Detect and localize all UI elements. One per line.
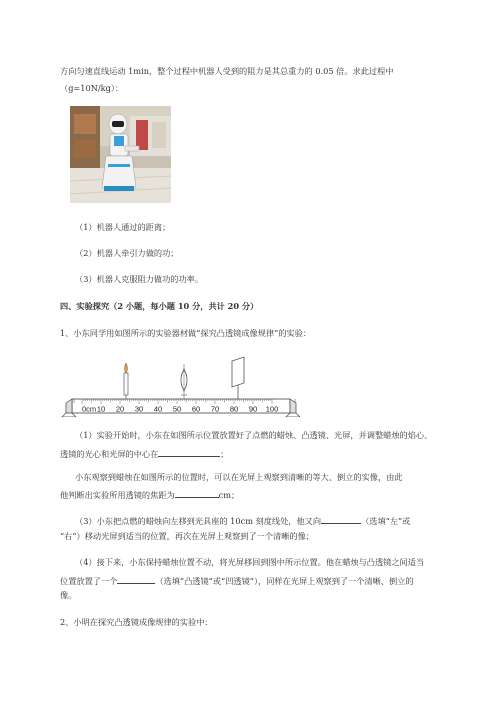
ruler-tick-label: 80 — [229, 404, 239, 414]
q1-part3-line1 — [75, 514, 410, 527]
q1-part1-line2 — [60, 447, 228, 460]
q1-part1-line1: （1）实验开始时，小东在如图所示位置放置好了点燃的蜡烛、凸透镜、光屏，并调整蜡烛的焰心、 — [75, 430, 433, 440]
ruler-bench — [62, 399, 300, 417]
answer-blank-2[interactable] — [175, 488, 219, 498]
q1-part2-line1 — [75, 472, 403, 483]
convex-lens-icon — [181, 364, 187, 399]
ruler-tick-label: 30 — [134, 404, 144, 414]
section-title: 四、实验探究（2 小题，每小题 10 分，共计 20 分） — [60, 301, 259, 311]
answer-blank-1[interactable] — [158, 447, 220, 457]
robot-photo — [70, 106, 171, 203]
q1-part1-end: ； — [220, 449, 229, 459]
q1-part3-line2: “右”）移动光屏到适当的位置，再次在光屏上观察到了一个清晰的像； — [60, 531, 314, 541]
question-2: （2）机器人牵引力做的功； — [75, 248, 179, 258]
q1-part2-text-b: 他判断出实验所用透镜的焦距为 — [60, 490, 175, 500]
q1-stem: 1、小东同学用如图所示的实验器材做“探究凸透镜成像规律”的实验： — [60, 328, 312, 338]
ruler-tick-label: 70 — [210, 404, 220, 414]
ruler-tick-label: 100 — [265, 404, 279, 414]
q1-part4-choice: （选填“凸透镜”或“凹透镜”），同样在光屏上观察到了一个清晰、倒立的 — [155, 576, 414, 586]
intro-line-2: （g=10N/kg）： — [60, 83, 124, 93]
q1-part4-line3: 像。 — [60, 590, 77, 600]
q1-part1-text: 透镜的光心和光屏的中心在 — [60, 449, 159, 459]
ruler-tick-label: 10 — [96, 404, 106, 414]
q1-part2-unit: cm； — [218, 490, 240, 500]
question-1: （1）机器人通过的距离； — [75, 222, 171, 232]
light-screen-icon — [232, 357, 244, 399]
q1-part4-text: 位置放置了一个 — [60, 576, 118, 586]
answer-blank-4[interactable] — [117, 574, 155, 584]
q1-part2-text: 小东观察到蜡烛在如图所示的位置时，可以在光屏上观察到清晰的等大、倒立的实像，由此 — [75, 472, 403, 482]
question-3: （3）机器人克服阻力做功的功率。 — [75, 274, 204, 284]
q1-part4-line2 — [60, 574, 414, 587]
q2-stem: 2、小明在探究凸透镜成像规律的实验中： — [60, 617, 213, 627]
ruler-tick-label: 60 — [191, 404, 201, 414]
ruler-tick-label: 20 — [115, 404, 125, 414]
ruler-tick-label: 40 — [153, 404, 163, 414]
answer-blank-3[interactable] — [321, 514, 361, 524]
ruler-tick-label: 90 — [248, 404, 258, 414]
optical-bench-figure — [60, 355, 300, 421]
ruler-tick-label: 0cm — [82, 404, 97, 414]
ruler-tick-label: 50 — [172, 404, 182, 414]
q1-part3-text: （3）小东把点燃的蜡烛向左移到光具座的 10cm 刻度线处，他又向 — [75, 516, 322, 526]
intro-line-1: 方向匀速直线运动 1min，整个过程中机器人受到的阻力是其总重力的 0.05 倍。求此过程中 — [60, 66, 394, 76]
q1-part3-choice: （选填“左”或 — [361, 516, 411, 526]
candle-icon — [124, 363, 128, 399]
q1-part2-line2 — [60, 488, 239, 501]
q1-part4-line1: （4）接下来，小东保持蜡烛位置不动，将光屏移回到图中所示位置。他在蜡烛与凸透镜之间适当 — [75, 557, 425, 567]
